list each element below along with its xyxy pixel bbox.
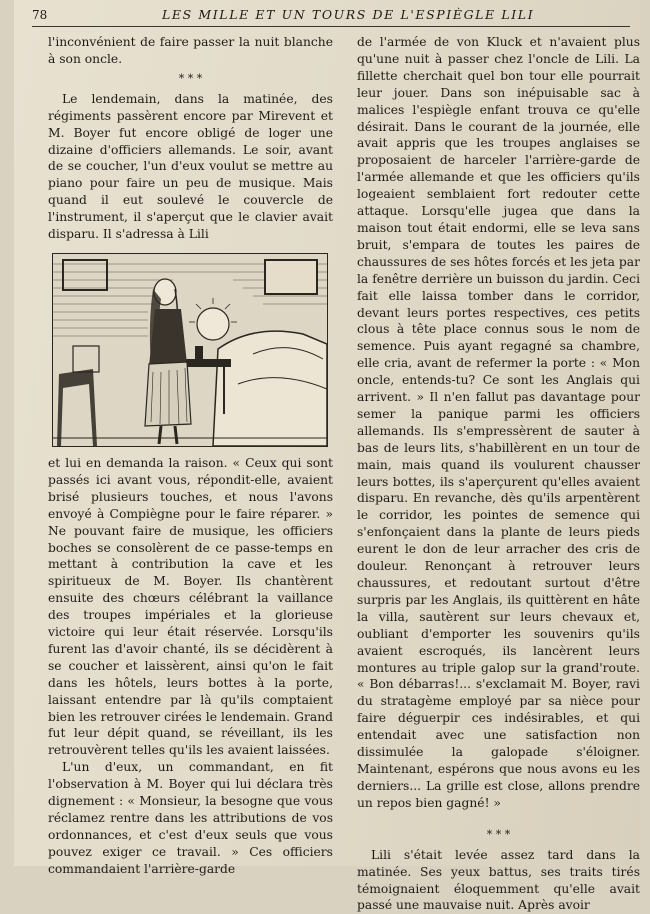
- paragraph: et lui en demanda la raison. « Ceux qui sont passés ici avant vous, répondit-elle, avaient brisé plusieurs touches, et nous l'avons envoyé à Compiègne pour le faire réparer. » Ne pouvant faire de musique, les officiers boches se consolèrent de ce passe-temps en mettant à contribution la cave et les spiritueux de M. Boyer. Ils chantèrent ensuite des chœurs célébrant la vaillance des troupes impériales et la glorieuse victoire qui leur était réservée. Lorsqu'ils furent las d'avoir chanté, ils se décidèrent à se coucher et laissèrent, ainsi qu'on le fait dans les hôtels, leurs bottes à la porte, laissant entendre par là qu'ils comptaient bien les retrouver cirées le lendemain. Grand fut leur dépit quand, se réveillant, ils les retrouvèrent telles qu'ils les avaient laissées.: [48, 455, 333, 758]
- page-header: [32, 6, 630, 27]
- right-column: [357, 34, 640, 914]
- illustration-drawing: [53, 254, 327, 446]
- running-title: LES MILLE ET UN TOURS DE L'ESPIÈGLE LILI: [162, 7, 535, 22]
- section-separator: * * *: [486, 827, 511, 841]
- left-column: [48, 34, 333, 878]
- page-number: 78: [32, 8, 48, 22]
- paragraph: Lili s'était levée assez tard dans la matinée. Ses yeux battus, ses traits tirés témoignaient éloquemment qu'elle avait passé une mauvaise nuit. Après avoir: [357, 847, 640, 913]
- paragraph: Le lendemain, dans la matinée, des régiments passèrent encore par Mirevent et M. Boyer fut encore obligé de loger une dizaine d'officiers allemands. Le soir, avant de se coucher, l'un d'eux voulut se mettre au piano pour faire un peu de musique. Mais quand il eut soulevé le couvercle de l'instrument, il s'aperçut que le clavier avait disparu. Il s'adressa à Lili: [48, 91, 333, 242]
- paragraph: L'un d'eux, un commandant, en fit l'observation à M. Boyer qui lui déclara très dignement : « Monsieur, la besogne que vous réclamez rentre dans les attributions de vos ordonnances, et c'est d'eux seuls que vous pouvez exiger ce travail. » Ces officiers commandaient l'arrière-garde: [48, 760, 333, 876]
- book-page: [14, 0, 640, 913]
- paragraph: de l'armée de von Kluck et n'avaient plus qu'une nuit à passer chez l'oncle de Lili. La fillette cherchait quel bon tour elle pourrait leur jouer. Dans son inépuisable sac à malices l'espiègle enfant trouva ce qu'elle désirait. Dans le courant de la journée, elle avait appris que les troupes anglaises se proposaient de harceler l'arrière-garde de l'armée allemande et que les officiers qu'ils logeaient semblaient fort redouter cette attaque. Lorsqu'elle jugea que dans la maison tout était endormi, elle se leva sans bruit, s'empara de toutes les paires de chaussures de ses hôtes forcés et les jeta par la fenêtre derrière un buisson du jardin. Ceci fait elle laissa tomber dans le corridor, devant leurs portes respectives, ces petits clous à tête place connus sous le nom de semence. Puis ayant regagné sa chambre, elle cria, avant de refermer la porte : « Mon oncle, entends-tu? Ce sont les Anglais qui arrivent. » Il n'en fallut pas davantage pour semer la panique parmi les officiers allemands. Ils s'empressèrent de sauter à bas de leurs lits, s'habillèrent en un tour de main, mais quand ils voulurent chausser leurs bottes, ils s'aperçurent qu'elles avaient disparu. En revanche, dès qu'ils arpentèrent le corridor, les pointes de semence qui s'enfonçaient dans la plante de leurs pieds eurent le don de leur arracher des cris de douleur. Renonçant à retrouver leurs chaussures, et redoutant surtout d'être surpris par les Anglais, ils quittèrent en hâte la villa, sautèrent sur leurs chevaux et, oubliant d'emporter les souvenirs qu'ils avaient escroqués, ils lancèrent leurs montures au triple galop sur la grand'route. « Bon débarras!... s'exclamait M. Boyer, ravi du stratagème employé par sa nièce pour faire déguerpir ces indésirables, et qui entendait avec une satisfaction non dissimulée la galopade s'éloigner. Maintenant, espérons que nous avons eu les derniers... La grille est close, allons prendre un repos bien gagné! »: [357, 35, 640, 810]
- illustration: [52, 253, 328, 447]
- paragraph: l'inconvénient de faire passer la nuit blanche à son oncle.: [48, 35, 333, 66]
- section-separator: * * *: [178, 71, 203, 85]
